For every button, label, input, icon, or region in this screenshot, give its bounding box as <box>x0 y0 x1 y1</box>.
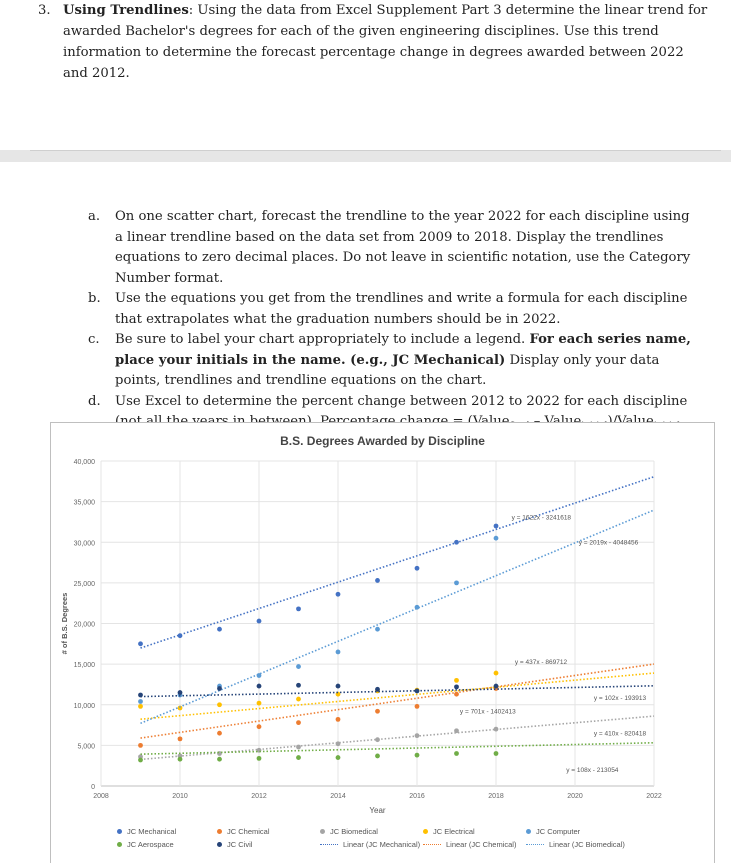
legend-entry <box>526 840 625 849</box>
legend-marker-icon <box>117 842 122 847</box>
legend-marker-icon <box>320 829 325 834</box>
data-point <box>415 566 420 571</box>
data-point <box>296 697 301 702</box>
legend-line-icon <box>423 844 441 845</box>
y-tick-label: 40,000 <box>73 459 95 466</box>
legend-marker-icon <box>526 829 531 834</box>
trendline-equation: y = 701x - 1402413 <box>459 708 516 716</box>
y-tick-label: 10,000 <box>73 702 95 710</box>
legend-label: JC Aerospace <box>127 840 174 849</box>
data-point <box>178 736 183 741</box>
data-point <box>217 731 222 736</box>
data-point <box>494 536 499 541</box>
page-break <box>0 150 731 162</box>
data-point <box>336 741 341 746</box>
legend-entry <box>117 840 174 849</box>
data-point <box>415 704 420 709</box>
instruction-list <box>88 207 698 437</box>
legend-entry <box>320 840 420 849</box>
trendline-equation: y = 410x - 820418 <box>593 730 647 738</box>
x-tick-label: 2014 <box>330 793 346 800</box>
legend-entry <box>320 827 378 836</box>
legend-marker-icon <box>423 829 428 834</box>
legend-label: Linear (JC Chemical) <box>446 840 517 849</box>
data-point <box>336 684 341 689</box>
data-point <box>336 717 341 722</box>
data-point <box>375 709 380 714</box>
data-point <box>296 745 301 750</box>
y-tick-label: 15,000 <box>73 662 95 670</box>
data-point <box>375 627 380 632</box>
legend-entry <box>217 840 252 849</box>
data-point <box>138 641 143 646</box>
legend-entry <box>423 840 516 849</box>
trendline-equation: y = 102x - 193913 <box>593 694 647 702</box>
data-point <box>138 743 143 748</box>
data-point <box>296 720 301 725</box>
data-point <box>138 758 143 763</box>
question-text: : Using the data from Excel Supplement Part 3 determine the linear trend for awarded Bachelor's degrees for each of the given engineering disciplines. Use this trend information to determine the forecast percentage change in degrees awarded between 2022 and 2012. <box>63 3 708 81</box>
list-item-text: Use Excel to determine the percent change between 2012 to 2022 for each discipline <box>115 393 688 409</box>
legend-marker-icon <box>217 842 222 847</box>
legend-label: JC Chemical <box>227 827 270 836</box>
data-point <box>257 619 262 624</box>
x-tick-label: 2008 <box>93 793 109 800</box>
legend-line-icon <box>526 844 544 845</box>
y-tick-label: 25,000 <box>73 580 95 588</box>
list-item-c <box>88 330 698 392</box>
data-point <box>454 684 459 689</box>
data-point <box>296 683 301 688</box>
trendline-equation: y = 1622x - 3241618 <box>511 514 572 522</box>
legend-entry <box>117 827 176 836</box>
data-point <box>217 627 222 632</box>
data-point <box>217 686 222 691</box>
data-point <box>375 578 380 583</box>
x-tick-label: 2022 <box>646 793 662 800</box>
data-point <box>296 664 301 669</box>
data-point <box>494 727 499 732</box>
legend-label: JC Biomedical <box>330 827 378 836</box>
question-body <box>50 0 710 84</box>
data-point <box>375 754 380 759</box>
data-point <box>217 702 222 707</box>
data-point <box>415 733 420 738</box>
trendline-equation: y = 2019x - 4048456 <box>578 539 639 547</box>
list-item-bold: For each series name, place your initials in the name. (e.g., JC Mechanical) <box>115 332 691 368</box>
data-point <box>257 684 262 689</box>
data-point <box>257 724 262 729</box>
list-item-text: Display only your data points, trendlines and trendline equations on the chart. <box>115 352 660 388</box>
trendline <box>141 664 655 738</box>
chart-title: B.S. Degrees Awarded by Discipline <box>280 434 485 448</box>
list-item-b <box>88 289 698 330</box>
data-point <box>415 753 420 758</box>
data-point <box>454 728 459 733</box>
data-point <box>217 757 222 762</box>
x-tick-label: 2020 <box>567 793 583 800</box>
trendline <box>141 743 655 754</box>
x-tick-label: 2016 <box>409 793 425 800</box>
legend-label: JC Computer <box>536 827 581 836</box>
data-point <box>454 678 459 683</box>
trendline-equation: y = 108x - 213054 <box>566 767 619 775</box>
data-point <box>375 687 380 692</box>
legend-entry <box>423 827 475 836</box>
y-tick-label: 5,000 <box>77 743 95 751</box>
x-tick-label: 2012 <box>251 793 267 800</box>
data-point <box>494 684 499 689</box>
trendline <box>141 673 655 719</box>
legend-label: JC Electrical <box>433 827 475 836</box>
data-point <box>257 673 262 678</box>
data-point <box>336 592 341 597</box>
legend-label: Linear (JC Mechanical) <box>343 840 421 849</box>
data-point <box>257 701 262 706</box>
data-point <box>178 690 183 695</box>
list-item-label: c. <box>88 332 100 347</box>
legend-marker-icon <box>117 829 122 834</box>
legend-line-icon <box>320 844 338 845</box>
list-item-text: On one scatter chart, forecast the trendline to the year 2022 for each discipline using a linear trendline based on the data set from 2009 to 2018. Display the trendlines equations to zero decimal places. Do not leave in scientific notation, use the Category Number format. <box>115 209 691 286</box>
y-axis-label: # of B.S. Degrees <box>60 592 69 655</box>
scatter-chart[interactable] <box>50 422 715 863</box>
question-number: 3. <box>38 3 51 18</box>
legend-label: JC Civil <box>227 840 253 849</box>
data-point <box>178 633 183 638</box>
data-point <box>494 524 499 529</box>
data-point <box>138 699 143 704</box>
x-tick-label: 2018 <box>488 793 504 800</box>
data-point <box>296 755 301 760</box>
trendline-equation: y = 437x - 869712 <box>514 659 568 667</box>
list-item-label: d. <box>88 393 101 409</box>
data-point <box>454 692 459 697</box>
legend-label: JC Mechanical <box>127 827 177 836</box>
y-tick-label: 20,000 <box>73 621 95 629</box>
list-item-a <box>88 207 698 289</box>
legend-entry <box>217 827 270 836</box>
y-tick-label: 0 <box>91 784 95 791</box>
question-title: Using Trendlines <box>63 3 189 18</box>
data-point <box>336 692 341 697</box>
legend-label: Linear (JC Biomedical) <box>549 840 625 849</box>
data-point <box>454 580 459 585</box>
y-tick-label: 30,000 <box>73 540 95 548</box>
data-point <box>178 757 183 762</box>
question-3 <box>38 0 710 84</box>
data-point <box>415 605 420 610</box>
data-point <box>494 751 499 756</box>
legend-marker-icon <box>217 829 222 834</box>
list-item-text: Be sure to label your chart appropriately to include a legend. <box>115 332 530 347</box>
x-tick-label: 2010 <box>172 793 188 800</box>
data-point <box>138 704 143 709</box>
data-point <box>257 756 262 761</box>
data-point <box>375 737 380 742</box>
list-item-label: a. <box>88 209 101 224</box>
data-point <box>415 689 420 694</box>
x-axis-label: Year <box>369 806 386 815</box>
data-point <box>494 671 499 676</box>
trendline <box>141 477 655 648</box>
data-point <box>296 606 301 611</box>
data-point <box>454 540 459 545</box>
chart-plot <box>51 423 714 823</box>
list-item-label: b. <box>88 291 101 306</box>
legend-entry <box>526 827 580 836</box>
y-tick-label: 35,000 <box>73 499 95 507</box>
list-item-text: Use the equations you get from the trendlines and write a formula for each discipline that extrapolates what the graduation numbers should be in 2022. <box>115 291 688 327</box>
data-point <box>336 755 341 760</box>
data-point <box>336 650 341 655</box>
data-point <box>454 751 459 756</box>
data-point <box>138 693 143 698</box>
